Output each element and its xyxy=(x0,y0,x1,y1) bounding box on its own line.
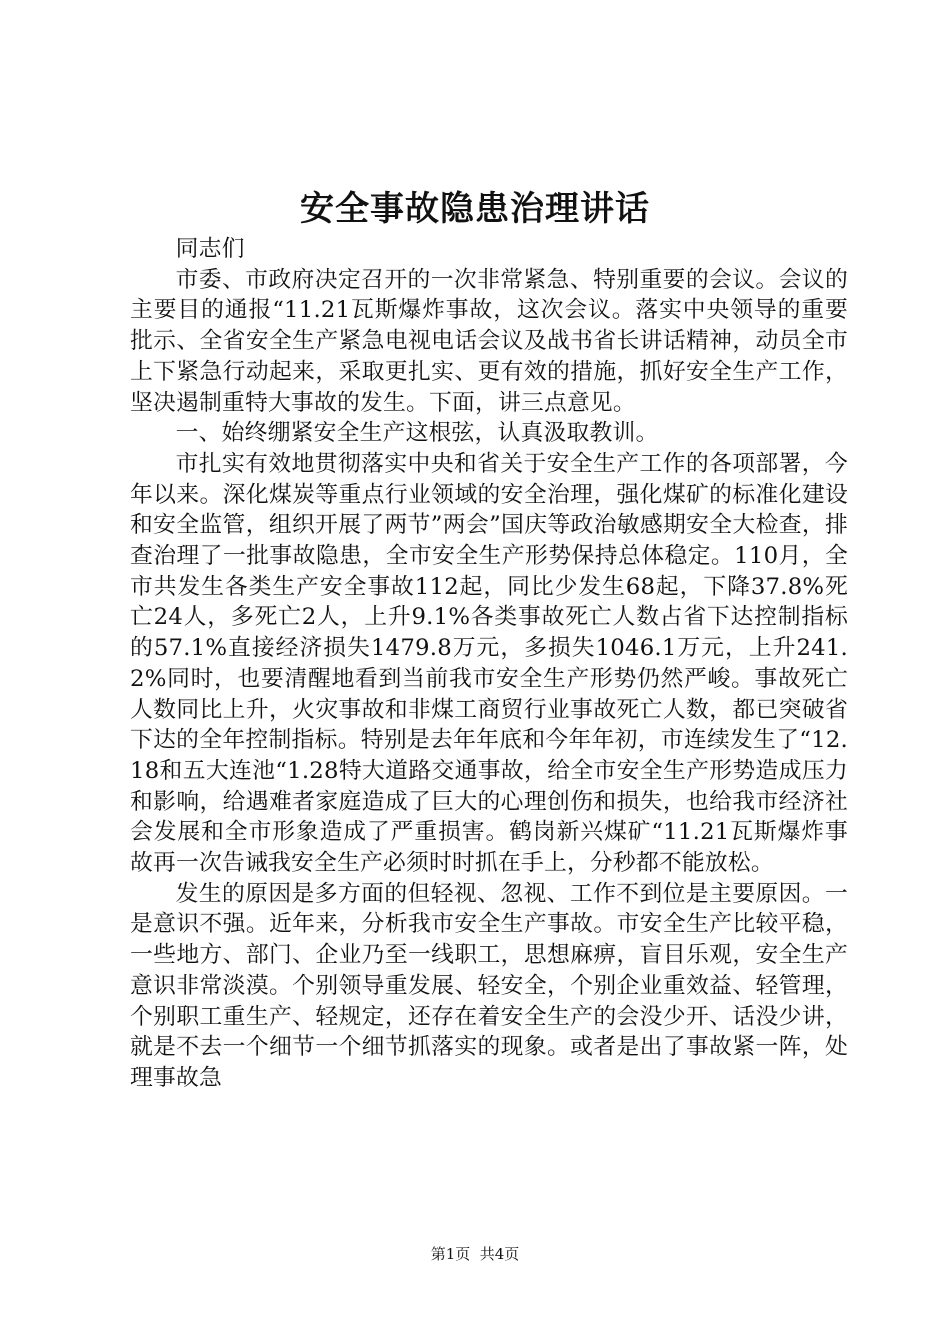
page-number-footer: 第1页 共4页 xyxy=(430,1245,520,1263)
intro-paragraph: 市委、市政府决定召开的一次非常紧急、特别重要的会议。会议的主要目的通报“11.21瓦斯爆炸事故，这次会议。落实中央领导的重要批示、全省安全生产紧急电视电话会议及战书省长讲话精神，动员全市上下紧急行动起来，采取更扎实、更有效的措施，抓好安全生产工作，坚决遏制重特大事故的发生。下面，讲三点意见。 xyxy=(130,266,848,416)
causes-paragraph: 发生的原因是多方面的但轻视、忽视、工作不到位是主要原因。一是意识不强。近年来，分析我市安全生产事故。市安全生产比较平稳，一些地方、部门、企业乃至一线职工，思想麻痹，盲目乐观，安全生产意识非常淡漠。个别领导重发展、轻安全，个别企业重效益、轻管理，个别职工重生产、轻规定，还存在着安全生产的会没少开、话没少讲，就是不去一个细节一个细节抓落实的现象。或者是出了事故紧一阵，处理事故急 xyxy=(130,880,848,1091)
document-body xyxy=(130,234,848,1094)
section-heading-1: 一、始终绷紧安全生产这根弦，认真汲取教训。 xyxy=(175,420,659,447)
document-title: 安全事故隐患治理讲话 xyxy=(300,189,650,229)
salutation-paragraph: 同志们 xyxy=(175,236,245,262)
situation-paragraph: 市扎实有效地贯彻落实中央和省关于安全生产工作的各项部署，今年以来。深化煤炭等重点行业领域的安全治理，强化煤矿的标准化建设和安全监管，组织开展了两节”两会”国庆等政治敏感期安全大检查，排查治理了一批事故隐患，全市安全生产形势保持总体稳定。110月，全市共发生各类生产安全事故112起，同比少发生68起，下降37.8%死亡24人，多死亡2人，上升9.1%各类事故死亡人数占省下达控制指标的57.1%直接经济损失1479.8万元，多损失1046.1万元，上升241.2%同时，也要清醒地看到当前我市安全生产形势仍然严峻。事故死亡人数同比上升，火灾事故和非煤工商贸行业事故死亡人数，都已突破省下达的全年控制指标。特别是去年年底和今年年初，市连续发生了“12.18和五大连池“1.28特大道路交通事故，给全市安全生产形势造成压力和影响，给遇难者家庭造成了巨大的心理创伤和损失，也给我市经济社会发展和全市形象造成了严重损害。鹤岗新兴煤矿“11.21瓦斯爆炸事故再一次告诫我安全生产必须时时抓在手上，分秒都不能放松。 xyxy=(130,450,848,877)
